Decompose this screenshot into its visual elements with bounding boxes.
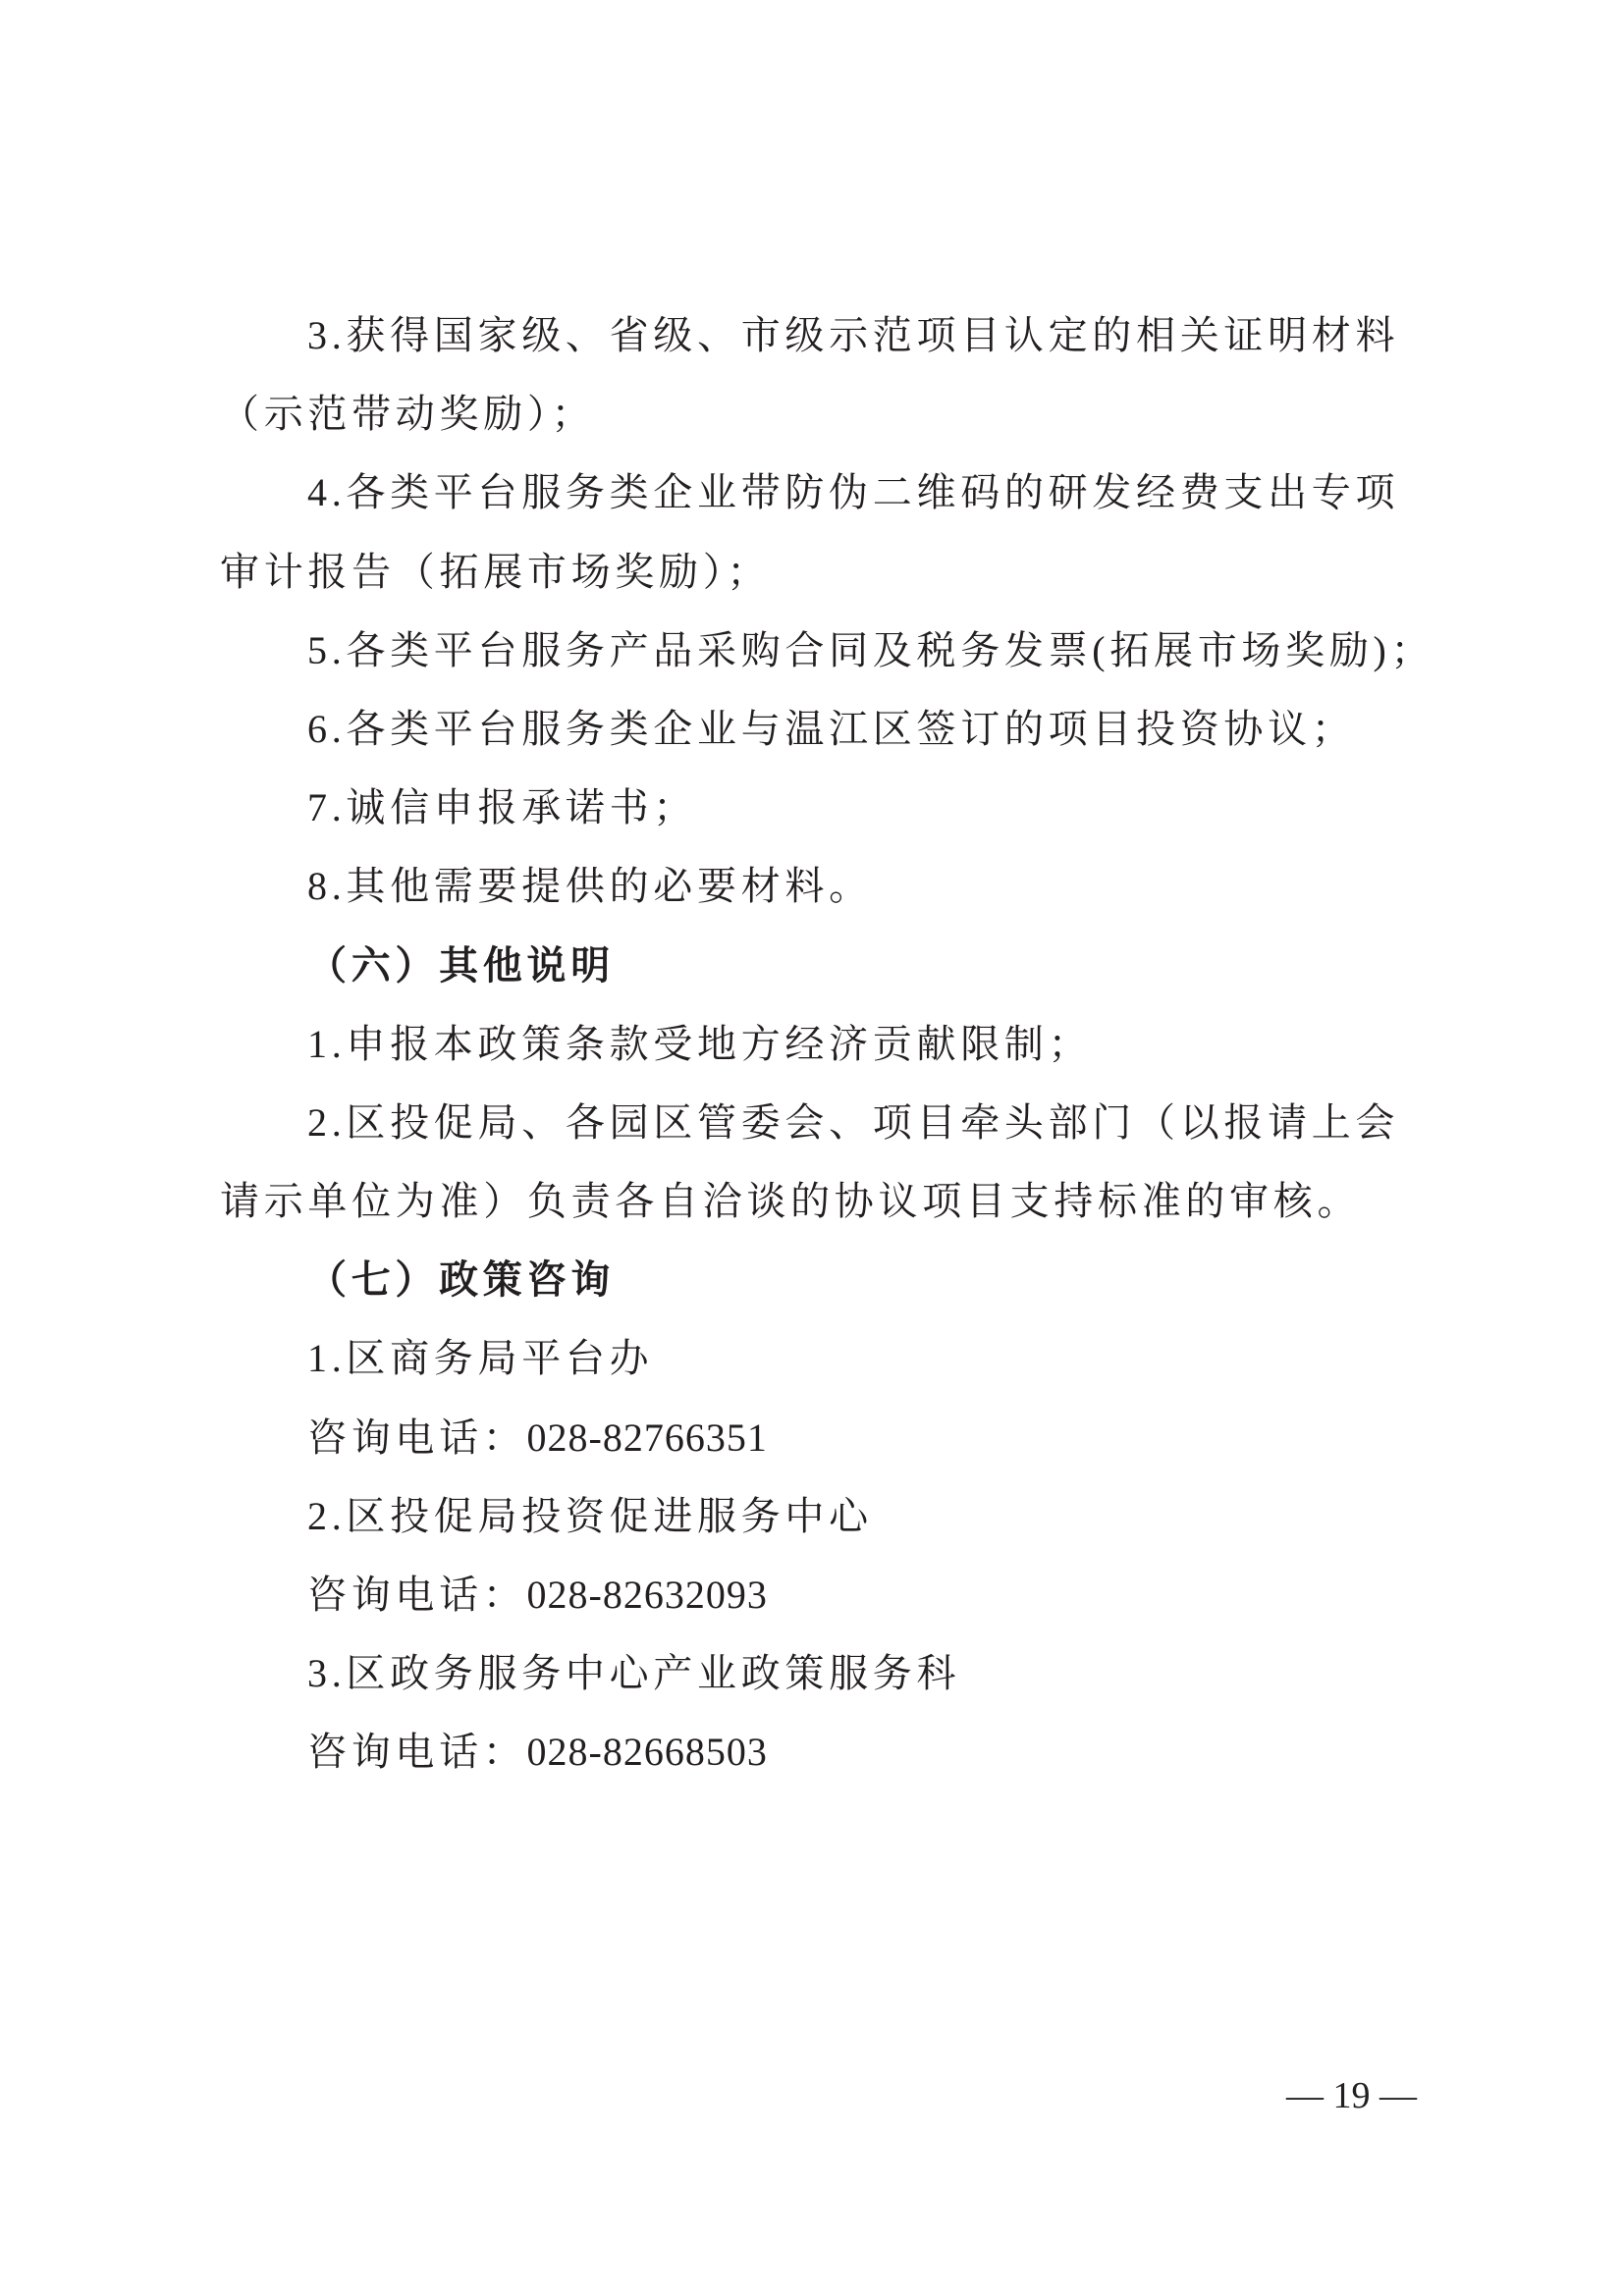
page-number: — 19 —	[1286, 2075, 1417, 2116]
contact-phone-line-3	[220, 1713, 1457, 1791]
material-item-4-line-2: 审计报告（拓展市场奖励）；	[220, 549, 772, 594]
contact-entry-3	[220, 1634, 1457, 1791]
material-item-3-line-2: （示范带动奖励）；	[220, 392, 596, 437]
other-notes-item-1	[220, 1005, 1457, 1084]
material-item-8	[220, 847, 1457, 926]
contact-entry-1	[220, 1319, 1457, 1476]
phone-number: 028-82668503	[526, 1730, 768, 1775]
contact-office-3: 3.区政务服务中心产业政策服务科	[307, 1651, 961, 1696]
contact-entry-2	[220, 1477, 1457, 1634]
contact-phone-line-2	[220, 1556, 1457, 1634]
phone-number: 028-82632093	[526, 1573, 768, 1617]
phone-label: 咨询电话：	[307, 1573, 527, 1617]
material-item-5-line-1: 5.各类平台服务产品采购合同及税务发票(拓展市场奖励)；	[307, 627, 1435, 672]
material-item-8-line-1: 8.其他需要提供的必要材料。	[307, 864, 873, 909]
material-item-7-line-1: 7.诚信申报承诺书；	[307, 785, 697, 830]
material-item-4	[220, 454, 1457, 611]
section-heading-policy-consultation: （七）政策咨询	[307, 1257, 615, 1303]
material-item-6	[220, 690, 1457, 769]
other-notes-item-2	[220, 1084, 1457, 1241]
contact-office-1: 1.区商务局平台办	[307, 1336, 654, 1381]
section-heading-other-notes: （六）其他说明	[307, 942, 615, 988]
document-body	[220, 296, 1457, 1792]
material-item-4-line-1: 4.各类平台服务类企业带防伪二维码的研发经费支出专项	[307, 470, 1400, 515]
phone-label: 咨询电话：	[307, 1730, 527, 1775]
material-item-3-line-1: 3.获得国家级、省级、市级示范项目认定的相关证明材料	[307, 313, 1400, 357]
other-notes-item-1-line-1: 1.申报本政策条款受地方经济贡献限制；	[307, 1021, 1093, 1066]
contact-phone-line-1	[220, 1399, 1457, 1477]
material-item-7	[220, 769, 1457, 847]
other-notes-item-2-line-1: 2.区投促局、各园区管委会、项目牵头部门（以报请上会	[307, 1099, 1400, 1145]
other-notes-item-2-line-2: 请示单位为准）负责各自洽谈的协议项目支持标准的审核。	[220, 1179, 1362, 1224]
material-item-5	[220, 612, 1457, 690]
phone-label: 咨询电话：	[307, 1415, 527, 1460]
phone-number: 028-82766351	[526, 1415, 768, 1460]
material-item-3	[220, 296, 1457, 454]
material-item-6-line-1: 6.各类平台服务类企业与温江区签订的项目投资协议；	[307, 706, 1356, 751]
contact-office-2: 2.区投促局投资促进服务中心	[307, 1493, 873, 1538]
